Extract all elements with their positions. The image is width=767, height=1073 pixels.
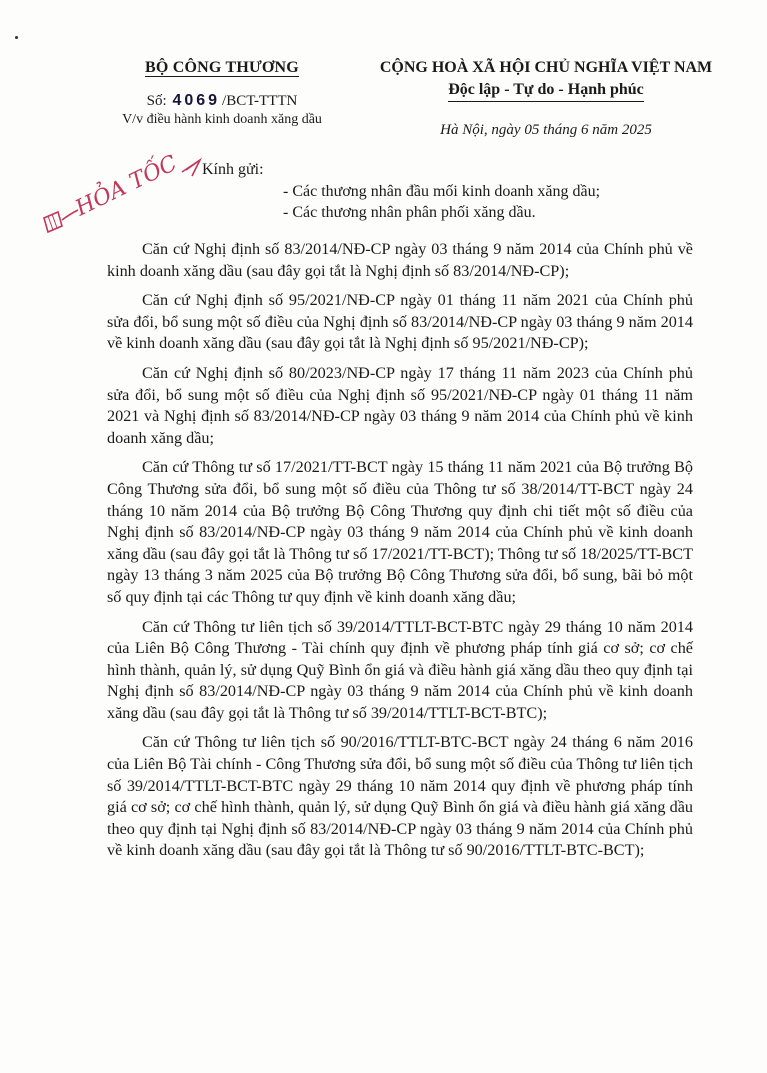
stamp-dash-left <box>62 210 78 220</box>
republic-title: CỘNG HOÀ XÃ HỘI CHỦ NGHĨA VIỆT NAM <box>379 59 713 76</box>
scan-speck <box>15 36 18 39</box>
body-paragraph: Căn cứ Thông tư liên tịch số 90/2016/TTLT-BTC-BCT ngày 24 tháng 6 năm 2016 của Liên Bộ Tài chính - Công Thương sửa đổi, bổ sung một số điều của Thông tư liên tịch số 39/2014/TTLT-BCT-BTC ngày 29 tháng 10 năm 2014 quy định về phương pháp tính giá cơ sở; cơ chế hình thành, quản lý, sử dụng Quỹ Bình ổn giá và điều hành giá xăng dầu theo quy định tại Nghị định số 83/2014/NĐ-CP ngày 03 tháng 9 năm 2014 của Chính phủ về kinh doanh xăng dầu (sau đây gọi tắt là Thông tư số 90/2016/TTLT-BTC-BCT); <box>107 733 693 860</box>
document-body <box>107 239 693 870</box>
national-block <box>342 58 750 139</box>
urgent-stamp <box>34 140 209 240</box>
body-paragraph: Căn cứ Nghị định số 95/2021/NĐ-CP ngày 01 tháng 11 năm 2021 của Chính phủ sửa đổi, bổ sung một số điều của Nghị định số 83/2014/NĐ-CP ngày 03 tháng 9 năm 2014 về kinh doanh xăng dầu (sau đây gọi tắt là Nghị định số 95/2021/NĐ-CP); <box>107 291 693 353</box>
salutation-label: Kính gửi: <box>202 161 264 178</box>
issue-date: Hà Nội, ngày 05 tháng 6 năm 2025 <box>440 122 652 138</box>
recipient-item: - Các thương nhân đầu mối kinh doanh xăng dầu; <box>283 183 601 200</box>
recipient-item: - Các thương nhân phân phối xăng dầu. <box>283 204 536 221</box>
recipient-list <box>283 181 600 223</box>
doc-number-handwritten: 4069 <box>172 92 221 109</box>
body-paragraph: Căn cứ Nghị định số 80/2023/NĐ-CP ngày 17 tháng 11 năm 2023 của Chính phủ sửa đổi, bổ sung một số điều của Nghị định số 95/2021/NĐ-CP ngày 01 tháng 11 năm 2021 và Nghị định số 83/2014/NĐ-CP ngày 03 tháng 9 năm 2014 của Chính phủ về kinh doanh xăng dầu; <box>107 363 693 447</box>
document-number <box>118 92 326 110</box>
body-paragraph: Căn cứ Nghị định số 83/2014/NĐ-CP ngày 03 tháng 9 năm 2014 của Chính phủ về kinh doanh xăng dầu (sau đây gọi tắt là Nghị định số 83/2014/NĐ-CP); <box>107 240 693 280</box>
ministry-name: BỘ CÔNG THƯƠNG <box>145 59 299 76</box>
body-paragraph: Căn cứ Thông tư số 17/2021/TT-BCT ngày 15 tháng 11 năm 2021 của Bộ trưởng Bộ Công Thương sửa đổi, bổ sung một số điều của Thông tư số 38/2014/TT-BCT ngày 24 tháng 10 năm 2014 của Bộ trưởng Bộ Công Thương quy định chi tiết một số điều của Nghị định số 83/2014/NĐ-CP ngày 03 tháng 9 năm 2014 của Chính phủ về kinh doanh xăng dầu (sau đây gọi tắt là Thông tư số 17/2021/TT-BCT); Thông tư số 18/2025/TT-BCT ngày 13 tháng 3 năm 2025 của Bộ trưởng Bộ Công Thương sửa đổi, bổ sung, bãi bỏ một số quy định tại các Thông tư quy định về kinh doanh xăng dầu; <box>107 458 693 606</box>
body-paragraph: Căn cứ Thông tư liên tịch số 39/2014/TTLT-BCT-BTC ngày 29 tháng 10 năm 2014 của Liên Bộ Công Thương - Tài chính quy định về phương pháp tính giá cơ sở; cơ chế hình thành, quản lý, sử dụng Quỹ Bình ổn giá và điều hành giá xăng dầu theo quy định tại Nghị định số 83/2014/NĐ-CP ngày 03 tháng 9 năm 2014 của Chính phủ về kinh doanh xăng dầu (sau đây gọi tắt là Thông tư số 39/2014/TTLT-BCT-BTC); <box>107 617 693 722</box>
doc-number-suffix: /BCT-TTTN <box>222 93 298 109</box>
stamp-text: HỎA TỐC <box>71 150 182 222</box>
national-motto: Độc lập - Tự do - Hạnh phúc <box>448 80 644 102</box>
doc-number-prefix: Số: <box>146 93 167 109</box>
stamp-arrow <box>182 160 200 176</box>
issuer-block <box>118 58 326 128</box>
document-subject: V/v điều hành kinh doanh xăng dầu <box>122 112 322 127</box>
